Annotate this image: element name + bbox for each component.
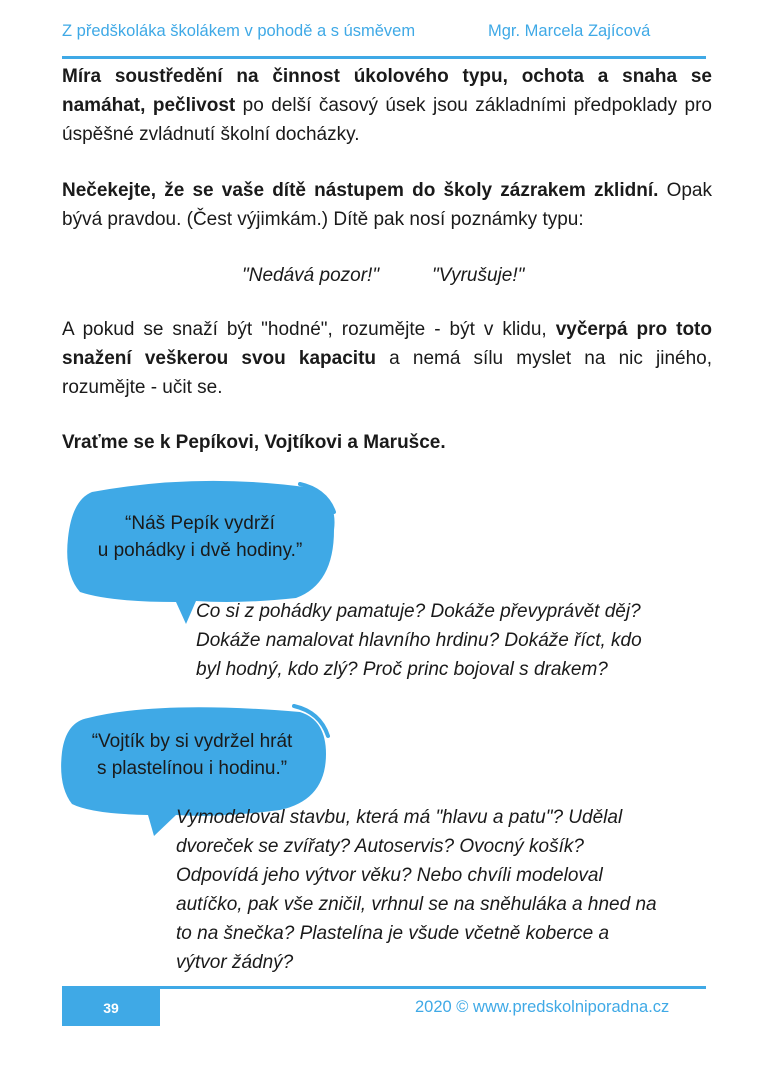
paragraph-text: po delší časový úsek jsou základními předpoklady pro úspěšné zvládnutí školní docházky.	[62, 95, 712, 145]
bubble-1-text	[80, 510, 320, 564]
paragraph-bold-text: Nečekejte, že se vaše dítě nástupem do školy zázrakem zklidní.	[62, 180, 659, 201]
bubble-2-text	[72, 728, 312, 782]
bubble-2-line: “Vojtík by si vydržel hrát	[91, 731, 293, 752]
bubble-1-line: “Náš Pepík vydrží	[125, 513, 275, 534]
paragraph-bold-text: vyčerpá pro toto snažení veškerou svou kapacitu	[62, 319, 712, 369]
bubble-2-line: s plastelínou i hodinu.”	[96, 758, 288, 779]
header-author: Mgr. Marcela Zajícová	[488, 22, 651, 40]
paragraph-text: a nemá sílu myslet na nic jiného, rozumějte - učit se.	[62, 348, 713, 398]
answer-2-line: výtvor žádný?	[176, 952, 294, 973]
quote-disturbing: "Vyrušuje!"	[432, 265, 525, 286]
answer-1	[196, 597, 708, 684]
answer-2	[176, 803, 704, 977]
paragraph-text: A pokud se snaží být "hodné", rozumějte - být v klidu,	[62, 319, 556, 340]
footer-website: 2020 © www.predskolniporadna.cz	[415, 998, 670, 1016]
answer-2-line: to na šnečka? Plastelína je všude včetně koberce a	[176, 923, 610, 944]
page-number: 39	[62, 986, 160, 1026]
answer-2-line: dvoreček se zvířaty? Autoservis? Ovocný košík?	[176, 836, 584, 857]
footer-divider	[160, 986, 706, 989]
answer-2-line: autíčko, pak vše zničil, vrhnul se na sněhuláka a hned na	[176, 894, 657, 915]
paragraph-text: Opak bývá pravdou. (Čest výjimkám.) Dítě pak nosí poznámky typu:	[62, 180, 712, 230]
section-heading-text: Vraťme se k Pepíkovi, Vojtíkovi a Marušce.	[62, 432, 446, 453]
paragraph-bold-text: Míra soustředění na činnost úkolového typu, ochota a snaha se namáhat, pečlivost	[62, 66, 712, 116]
answer-2-line: Vymodeloval stavbu, která má "hlavu a patu"? Udělal	[176, 807, 623, 828]
answer-1-line: Dokáže namalovat hlavního hrdinu? Dokáže říct, kdo	[196, 630, 642, 651]
quote-not-paying-attention: "Nedává pozor!"	[242, 265, 380, 286]
bubble-1-line: u pohádky i dvě hodiny.”	[97, 540, 303, 561]
answer-1-line: byl hodný, kdo zlý? Proč princ bojoval s drakem?	[196, 659, 608, 680]
header-title: Z předškoláka školákem v pohodě a s úsměvem	[62, 22, 416, 40]
answer-2-line: Odpovídá jeho výtvor věku? Nebo chvíli modeloval	[176, 865, 603, 886]
answer-1-line: Co si z pohádky pamatuje? Dokáže převyprávět děj?	[196, 601, 641, 622]
